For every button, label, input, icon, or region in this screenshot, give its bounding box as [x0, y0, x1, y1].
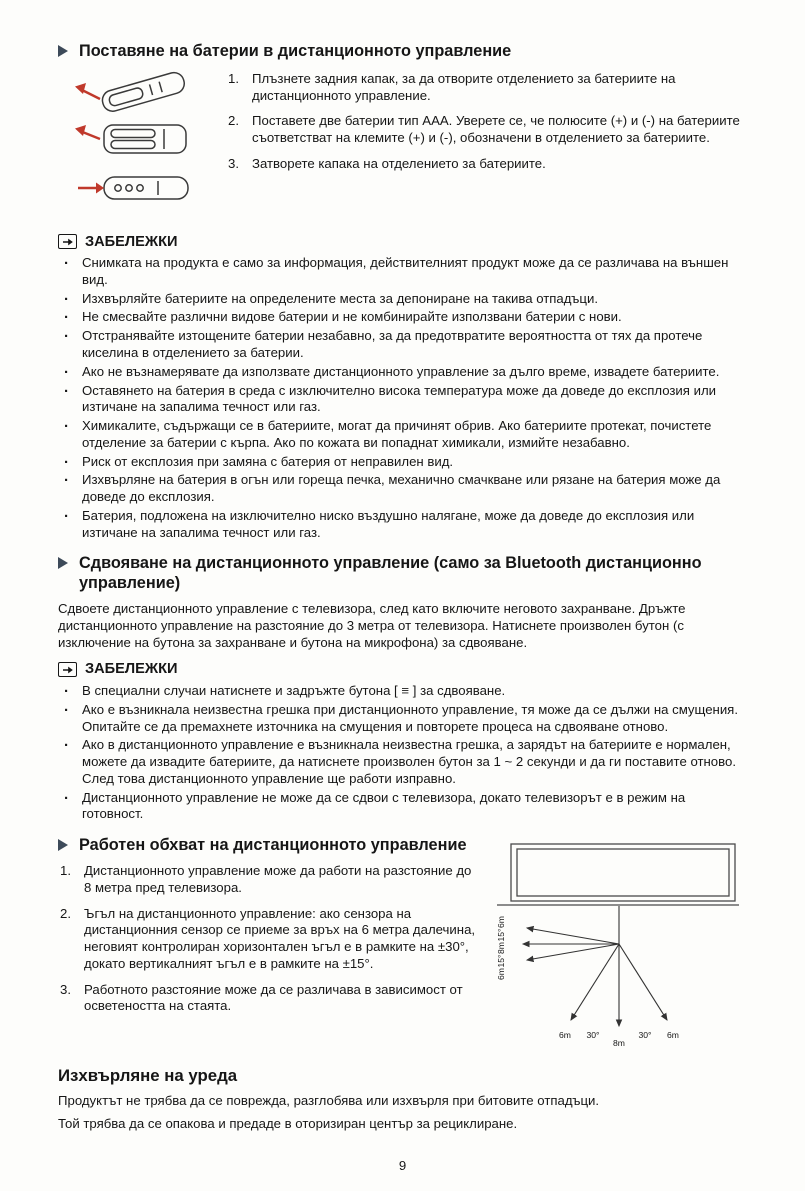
operating-range-text	[58, 836, 481, 1024]
diagram-label: 8m	[496, 942, 506, 955]
triangle-right-icon	[58, 45, 68, 57]
item-text: Ъгъл на дистанционното управление: ако сензора на дистанционния сензор се приеме за връх на 6 метра далечина, неговият контролиран хоризонтален ъгъл е в рамките на ±30°, докато вертикалният ъгъл е в рамките на ±15°.	[84, 905, 476, 971]
battery-installation-title: Поставяне на батерии в дистанционното управление	[79, 42, 512, 60]
note-item: · Снимката на продукта е само за информация, действителният продукт може да се различава на външен вид.	[58, 255, 749, 289]
section-operating-range	[58, 836, 749, 1057]
diagram-label: 15°	[496, 928, 506, 942]
note-item: · Изхвърляне на батерия в огън или гореща печка, механично смачкване или рязане на батерия може да доведе до експлозия.	[58, 472, 749, 506]
note-item: · Дистанционното управление не може да се сдвои с телевизора, докато телевизорът е в режим на готовност.	[58, 790, 749, 824]
pairing-paragraph: Сдвоете дистанционното управление с телевизора, след като включите неговото захранване. Дръжте дистанционното управление на разстояние до 3 метра от телевизора. Натиснете произволен бутон (с изключение на бутона за захранване и бутона на микрофона) за сдвояване.	[58, 601, 686, 650]
range-item	[60, 906, 481, 973]
operating-range-heading	[58, 836, 481, 856]
pairing-notes-list	[58, 683, 749, 823]
note-item: · Батерия, подложена на изключително ниско въздушно налягане, може да доведе до експлозия или изтичане на запалима течност или газ.	[58, 508, 749, 542]
note-item: · Ако в дистанционното управление е възникнала неизвестна грешка, а зарядът на батериите е нормален, можете да извадите батериите, да натиснете произволен бутон за 1 ~ 2 секунди и да ги поставите отново. След това дистанционното управление ще работи изправно.	[58, 737, 749, 787]
battery-installation-heading	[58, 42, 749, 62]
boxed-arrow-icon	[58, 234, 77, 249]
diagram-label: 6m	[559, 1030, 571, 1041]
remote-battery-illustration	[60, 69, 212, 224]
step-text: Поставете две батерии тип AAA. Уверете се, че полюсите (+) и (-) на батериите съответстват на клемите (+) и (-), обозначени в отделението за батериите.	[252, 113, 740, 146]
note-item: · Отстранявайте изтощените батерии незабавно, за да предотвратите вероятността от тях да протече киселина в отделението за батерии.	[58, 328, 749, 362]
diagram-label: 6m	[496, 916, 506, 929]
step-text: Затворете капака на отделението за батериите.	[252, 155, 546, 171]
note-item: · Изхвърляйте батериите на определените места за депониране на такива отпадъци.	[58, 291, 749, 308]
item-number: 3.	[60, 981, 71, 997]
battery-step	[228, 71, 749, 105]
note-item: · Химикалите, съдържащи се в батериите, могат да причинят обрив. Ако батериите протекат, почистете отделение за батерии с кърпа. Ако по кожата ви попаднат химикали, измийте незабавно.	[58, 418, 749, 452]
step-number: 2.	[228, 113, 239, 129]
battery-step	[228, 113, 749, 147]
battery-notes-list	[58, 255, 749, 541]
pairing-title: Сдвояване на дистанционното управление (само за Bluetooth дистанционно управление)	[79, 554, 702, 593]
notes-heading	[58, 233, 749, 252]
item-number: 1.	[60, 863, 71, 878]
triangle-right-icon	[58, 839, 68, 851]
boxed-arrow-icon	[58, 662, 77, 677]
note-item: · Не смесвайте различни видове батерии и не комбинирайте използвани батерии с нови.	[58, 309, 749, 326]
disposal-heading: Изхвърляне на уреда	[58, 1065, 238, 1085]
notes-heading	[58, 660, 749, 679]
range-item	[60, 863, 481, 897]
diagram-label: 30°	[638, 1030, 652, 1041]
diagram-label: 6m	[496, 968, 506, 981]
step-number: 3.	[228, 155, 239, 171]
diagram-label: 30°	[586, 1030, 600, 1041]
diagram-label: 6m	[667, 1030, 679, 1041]
notes-title: ЗАБЕЛЕЖКИ	[85, 233, 178, 250]
battery-step-list	[228, 69, 749, 224]
battery-step	[228, 156, 749, 173]
diagram-label: 15°	[496, 954, 506, 968]
remote-battery-steps-icon	[60, 69, 212, 219]
diagram-label: 8m	[613, 1038, 625, 1049]
item-text: Работното разстояние може да се различава в зависимост от осветеността на стаята.	[84, 981, 463, 1014]
page-number: 9	[398, 1158, 407, 1174]
item-number: 2.	[60, 905, 71, 921]
tv-range-diagram-icon	[487, 840, 745, 1052]
disposal-paragraph: Той трябва да се опакова и предаде в оторизиран център за рециклиране.	[58, 1115, 518, 1131]
note-item: · В специални случаи натиснете и задръжте бутона [ ≡ ] за сдвояване.	[58, 683, 749, 700]
section-remote-pairing	[58, 554, 749, 823]
operating-range-list	[60, 863, 481, 1015]
disposal-paragraph: Продуктът не трябва да се поврежда, разглобява или изхвърля при битовите отпадъци.	[58, 1093, 600, 1109]
note-item: · Ако не възнамерявате да използвате дистанционното управление за дълго време, извадете батериите.	[58, 364, 749, 381]
note-item: · Ако е възникнала неизвестна грешка при дистанционното управление, тя може да се дължи на смущения. Опитайте се да премахнете източника на смущения и повторете процеса на сдвояване отново.	[58, 702, 749, 736]
step-number: 1.	[228, 70, 239, 86]
pairing-heading	[58, 554, 749, 594]
triangle-right-icon	[58, 557, 68, 569]
note-item: · Оставянето на батерия в среда с изключително висока температура може да доведе до експлозия или изтичане на запалима течност или газ.	[58, 383, 749, 417]
step-text: Плъзнете задния капак, за да отворите отделението за батериите на дистанционното управление.	[252, 70, 676, 103]
notes-title: ЗАБЕЛЕЖКИ	[85, 661, 178, 678]
operating-range-diagram	[487, 836, 749, 1057]
note-item: · Риск от експлозия при замяна с батерия от неправилен вид.	[58, 454, 749, 471]
item-text: Дистанционното управление може да работи на разстояние до 8 метра пред телевизора.	[84, 863, 472, 895]
section-disposal	[58, 1065, 749, 1133]
range-item	[60, 982, 481, 1016]
operating-range-title: Работен обхват на дистанционното управление	[79, 836, 467, 855]
section-battery-installation	[58, 42, 749, 541]
